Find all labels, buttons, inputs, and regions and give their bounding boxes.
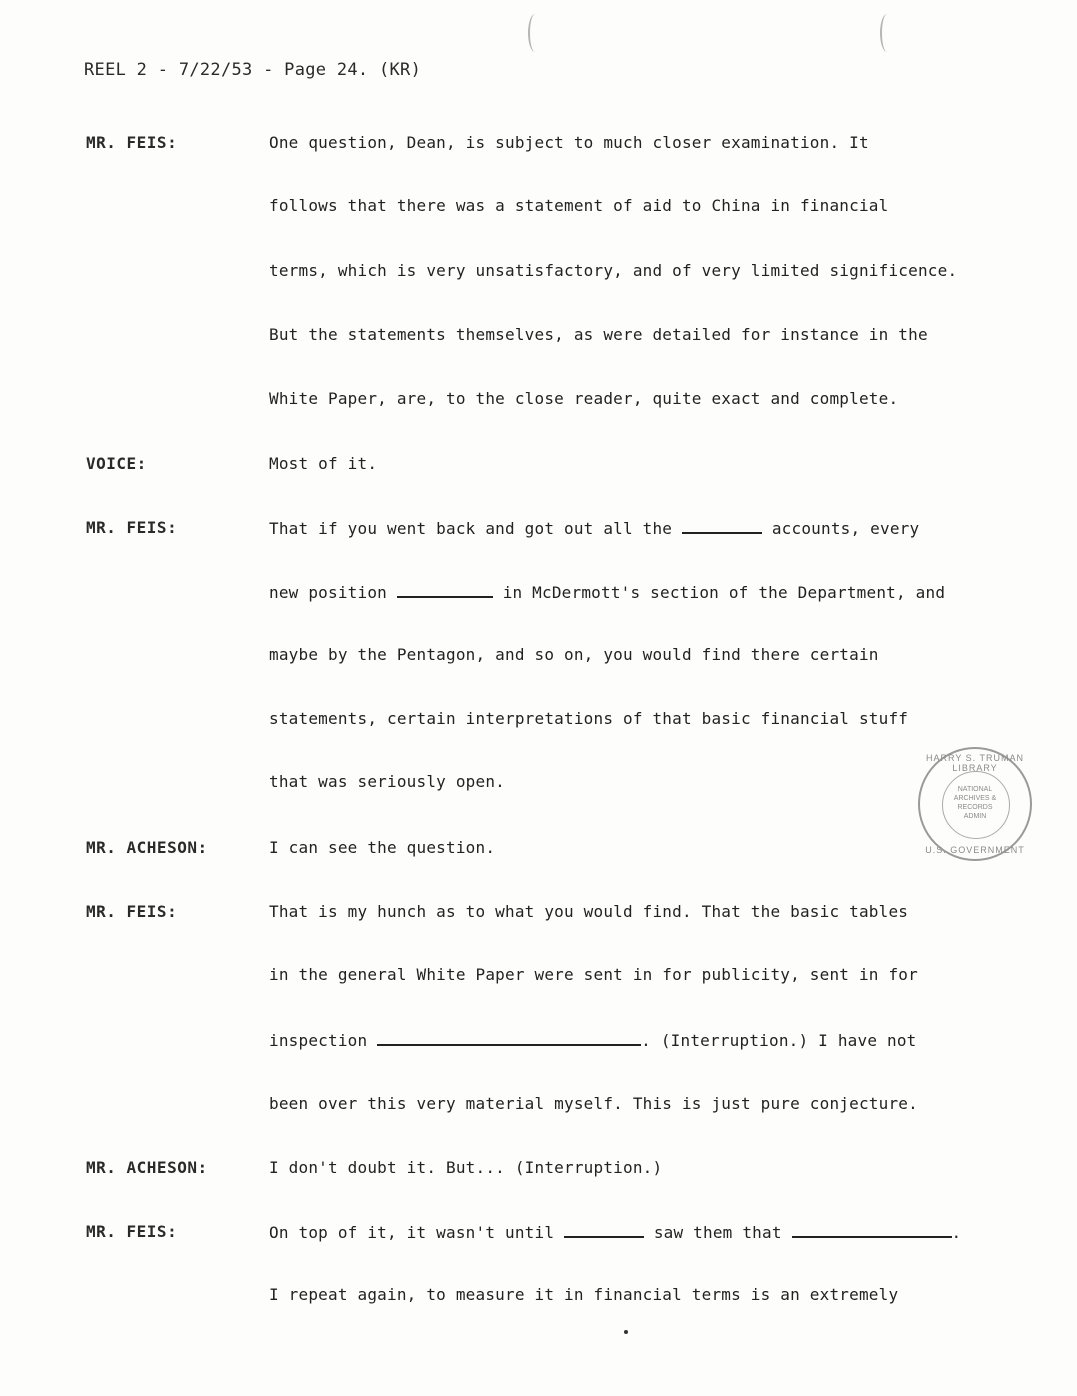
dialogue-line xyxy=(269,582,945,602)
stamp-center-text xyxy=(920,785,1030,821)
line-segment: That if you went back and got out all the xyxy=(269,519,673,538)
dialogue-line: But the statements themselves, as were detailed for instance in the xyxy=(269,325,928,344)
stamp-center-line: RECORDS xyxy=(957,804,993,811)
line-segment: accounts, every xyxy=(771,519,920,538)
line-segment: new position xyxy=(269,583,387,602)
dialogue-line: follows that there was a statement of aid to China in financial xyxy=(269,196,889,215)
dialogue-line: been over this very material myself. This is just pure conjecture. xyxy=(269,1094,918,1113)
dialogue-line: One question, Dean, is subject to much closer examination. It xyxy=(269,133,869,152)
line-segment: saw them that xyxy=(653,1223,782,1242)
page-header: REEL 2 - 7/22/53 - Page 24. (KR) xyxy=(84,60,422,80)
speaker-label: MR. FEIS: xyxy=(86,1222,178,1241)
redaction-blank xyxy=(792,1222,952,1238)
dialogue-line xyxy=(269,518,919,538)
dialogue-line xyxy=(269,1030,917,1050)
archive-stamp xyxy=(918,747,1032,861)
speaker-label: MR. FEIS: xyxy=(86,902,178,921)
redaction-blank xyxy=(682,518,762,534)
dialogue-line: I repeat again, to measure it in financial terms is an extremely xyxy=(269,1285,899,1304)
redaction-blank xyxy=(564,1222,644,1238)
dialogue-line: I can see the question. xyxy=(269,838,496,857)
speaker-label: MR. ACHESON: xyxy=(86,838,208,857)
dialogue-line: I don't doubt it. But... (Interruption.) xyxy=(269,1158,663,1177)
punch-hole-mark xyxy=(880,14,894,52)
dialogue-line: in the general White Paper were sent in for publicity, sent in for xyxy=(269,965,918,984)
line-segment: . (Interruption.) I have not xyxy=(641,1031,917,1050)
line-segment: inspection xyxy=(269,1031,368,1050)
stamp-center-line: NATIONAL xyxy=(957,786,993,793)
speaker-label: VOICE: xyxy=(86,454,147,473)
dialogue-line: statements, certain interpretations of that basic financial stuff xyxy=(269,709,909,728)
dialogue-line: That is my hunch as to what you would find. That the basic tables xyxy=(269,902,909,921)
speaker-label: MR. ACHESON: xyxy=(86,1158,208,1177)
speaker-label: MR. FEIS: xyxy=(86,133,178,152)
dialogue-line: maybe by the Pentagon, and so on, you would find there certain xyxy=(269,645,879,664)
line-segment: . xyxy=(951,1223,962,1242)
stamp-center-line: ARCHIVES & xyxy=(953,795,997,802)
line-segment: in McDermott's section of the Department, and xyxy=(502,583,946,602)
dialogue-line: that was seriously open. xyxy=(269,772,505,791)
dialogue-line: terms, which is very unsatisfactory, and of very limited significence. xyxy=(269,261,958,280)
ink-dot-mark xyxy=(624,1330,628,1334)
redaction-blank xyxy=(377,1030,641,1046)
speaker-label: MR. FEIS: xyxy=(86,518,178,537)
dialogue-line: White Paper, are, to the close reader, quite exact and complete. xyxy=(269,389,899,408)
line-segment: On top of it, it wasn't until xyxy=(269,1223,555,1242)
dialogue-line: Most of it. xyxy=(269,454,378,473)
stamp-center-line: ADMIN xyxy=(963,813,987,820)
punch-hole-mark xyxy=(528,14,542,52)
stamp-top-text: HARRY S. TRUMAN LIBRARY xyxy=(925,753,1025,773)
stamp-bottom-text: U.S. GOVERNMENT xyxy=(925,845,1025,855)
dialogue-line xyxy=(269,1222,961,1242)
redaction-blank xyxy=(397,582,493,598)
